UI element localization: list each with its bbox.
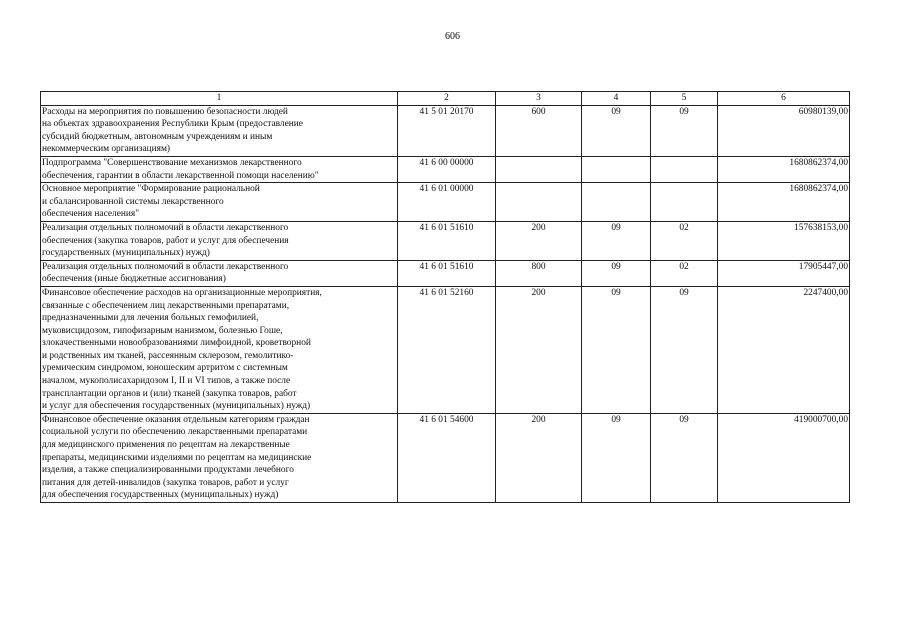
expense-type	[496, 156, 582, 182]
table-row	[41, 105, 850, 156]
description-line: и услуг для обеспечения государственных (муниципальных) нужд)	[42, 401, 311, 412]
section: 09	[582, 413, 651, 502]
section	[582, 156, 651, 182]
section: 09	[582, 260, 651, 286]
description-line: связанные с обеспечением лиц лекарственными препаратами,	[42, 300, 290, 311]
expense-type: 200	[496, 286, 582, 413]
description-line: Подпрограмма "Совершенствование механизмов лекарственного	[42, 157, 302, 168]
table-row	[41, 221, 850, 260]
budget-code: 41 6 01 51610	[398, 260, 496, 286]
col-header-2: 2	[398, 92, 496, 106]
amount: 419000700,00	[718, 413, 850, 502]
subsection: 02	[651, 221, 718, 260]
description-line: трансплантации органов и (или) тканей (закупка товаров, работ	[42, 388, 297, 399]
description-line: муковисцидозом, гипофизарным нанизмом, болезнью Гоше,	[42, 325, 283, 336]
expense-type	[496, 183, 582, 222]
table-row	[41, 156, 850, 182]
page-number: 606	[445, 31, 460, 42]
section: 09	[582, 286, 651, 413]
table-body	[41, 105, 850, 502]
expense-type: 600	[496, 105, 582, 156]
row-description	[41, 156, 398, 182]
description-line: обеспечения, гарантии в области лекарственной помощи населению"	[42, 170, 319, 181]
description-line: и родственных им тканей, рассеянным склерозом, гемолитико-	[42, 350, 294, 361]
description-line: Реализация отдельных полномочий в области лекарственного	[42, 222, 289, 233]
table-row	[41, 413, 850, 502]
row-description	[41, 105, 398, 156]
amount: 2247400,00	[718, 286, 850, 413]
description-line: препараты, медицинскими изделиями по рецептам на медицинские	[42, 452, 312, 463]
amount: 1680862374,00	[718, 183, 850, 222]
budget-code: 41 6 01 51610	[398, 221, 496, 260]
section: 09	[582, 105, 651, 156]
col-header-1: 1	[41, 92, 398, 106]
description-line: обеспечения населения"	[42, 209, 140, 220]
description-line: злокачественными новообразованиями лимфоидной, кроветворной	[42, 338, 311, 349]
amount: 1680862374,00	[718, 156, 850, 182]
budget-table	[40, 91, 850, 503]
description-line: изделия, а также специализированными продуктами лечебного	[42, 465, 294, 476]
budget-code: 41 6 01 52160	[398, 286, 496, 413]
description-line: обеспечения (закупка товаров, работ и услуг для обеспечения	[42, 235, 289, 246]
subsection: 02	[651, 260, 718, 286]
table-row	[41, 260, 850, 286]
description-line: предназначенными для лечения больных гемофилией,	[42, 313, 259, 324]
description-line: питания для детей-инвалидов (закупка товаров, работ и услуг	[42, 477, 289, 488]
table-row	[41, 286, 850, 413]
amount: 17905447,00	[718, 260, 850, 286]
description-line: началом, мукополисахаридозом I, II и VI типов, а также после	[42, 376, 291, 387]
description-line: и сбалансированной системы лекарственного	[42, 196, 224, 207]
amount: 157638153,00	[718, 221, 850, 260]
col-header-4: 4	[582, 92, 651, 106]
description-line: Расходы на мероприятия по повышению безопасности людей	[42, 106, 288, 117]
description-line: социальной услуги по обеспечению лекарственными препаратами	[42, 427, 308, 438]
section	[582, 183, 651, 222]
description-line: уремическим синдромом, юношеским артритом с системным	[42, 363, 288, 374]
row-description	[41, 413, 398, 502]
description-line: Основное мероприятие "Формирование рациональной	[42, 184, 260, 195]
budget-code: 41 6 00 00000	[398, 156, 496, 182]
description-line: Финансовое обеспечение оказания отдельным категориям граждан	[42, 414, 310, 425]
col-header-3: 3	[496, 92, 582, 106]
expense-type: 200	[496, 221, 582, 260]
description-line: Финансовое обеспечение расходов на организационные мероприятия,	[42, 287, 322, 298]
subsection	[651, 183, 718, 222]
row-description	[41, 183, 398, 222]
description-line: для обеспечения государственных (муниципальных) нужд)	[42, 490, 279, 501]
budget-code: 41 5 01 20170	[398, 105, 496, 156]
budget-code: 41 6 01 00000	[398, 183, 496, 222]
description-line: некоммерческим организациям)	[42, 144, 171, 155]
description-line: обеспечения (иные бюджетные ассигнования)	[42, 274, 226, 285]
row-description	[41, 286, 398, 413]
budget-code: 41 6 01 54600	[398, 413, 496, 502]
description-line: субсидий бюджетным, автономным учреждениям и иным	[42, 131, 273, 142]
col-header-5: 5	[651, 92, 718, 106]
row-description	[41, 221, 398, 260]
description-line: для медицинского применения по рецептам на лекарственные	[42, 440, 290, 451]
description-line: Реализация отдельных полномочий в области лекарственного	[42, 261, 289, 272]
description-line: на объектах здравоохранения Республики Крым (предоставление	[42, 119, 303, 130]
subsection: 09	[651, 105, 718, 156]
expense-type: 200	[496, 413, 582, 502]
amount: 60980139,00	[718, 105, 850, 156]
header-row	[41, 92, 850, 106]
subsection: 09	[651, 413, 718, 502]
col-header-6: 6	[718, 92, 850, 106]
section: 09	[582, 221, 651, 260]
expense-type: 800	[496, 260, 582, 286]
row-description	[41, 260, 398, 286]
description-line: государственных (муниципальных) нужд)	[42, 248, 210, 259]
subsection	[651, 156, 718, 182]
table-row	[41, 183, 850, 222]
subsection: 09	[651, 286, 718, 413]
